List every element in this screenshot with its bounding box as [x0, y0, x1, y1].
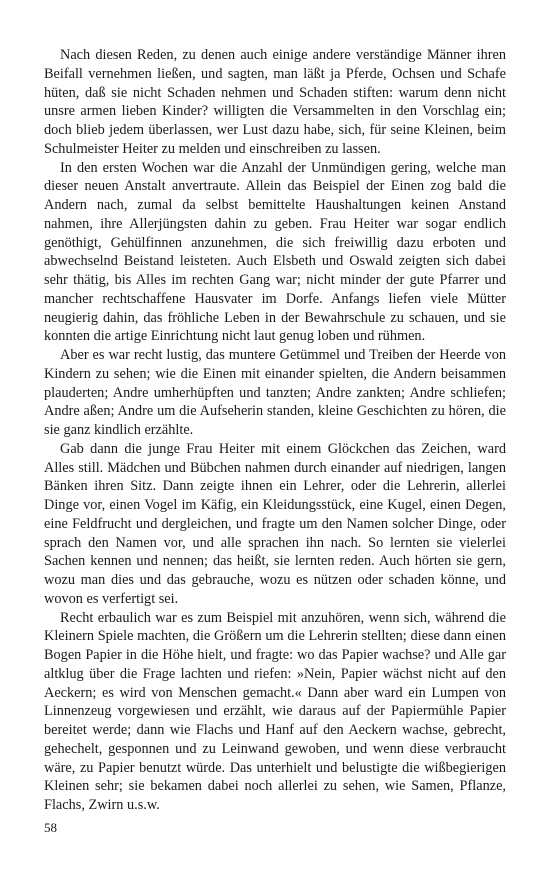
page-number: 58: [44, 820, 57, 835]
paragraph-5: Recht erbaulich war es zum Beispiel mit anzuhören, wenn sich, während die Kleinern Spiele machten, die Größern um die Lehrerin stellten; diese dann einen Bogen Papier in die Höhe hielt, und fragte: wo das Papier wachse? und Alle gar altklug über die Frage lachten und riefen: »Nein, Papier wächst nicht auf den Aeckern; es wird von Menschen gemacht.« Dann aber ward ein Lumpen von Linnenzeug vorgewiesen und erzählt, wie daraus auf der Papiermühle Papier bereitet werde; dann wie Flachs und Hanf auf den Aeckern wachse, gebrecht, gehechelt, gesponnen und zu Leinwand gewoben, und wenn diese verbraucht wäre, zu Papier benutzt würde. Das unterhielt und belustigte die wißbegierigen Kleinen sehr; sie bekamen dabei noch allerlei zu sehen, wie Samen, Pflanze, Flachs, Zwirn u.s.w.: [44, 609, 506, 813]
paragraph-2: In den ersten Wochen war die Anzahl der Unmündigen gering, welche man dieser neuen Anstalt anvertraute. Allein das Beispiel der Einen zog bald die Andern nach, zumal da selbst bemittelte Haushaltungen keinen Anstand nahmen, ihre Allerjüngsten dahin zu geben. Frau Heiter war sogar endlich genöthigt, Gehülfinnen anzunehmen, die sich freiwillig dazu erboten und abwechselnd Beistand leisteten. Auch Elsbeth und Oswald zeigten sich dabei sehr thätig, bis Alles im rechten Gang war; nicht minder der gute Pfarrer und mancher rechtschaffene Hausvater im Dorfe. Anfangs liefen viele Mütter neugierig dahin, das fröhliche Leben in der Bewahrschule zu schauen, und sie konnten die artige Einrichtung nicht laut genug loben und rühmen.: [44, 159, 506, 345]
paragraph-4: Gab dann die junge Frau Heiter mit einem Glöckchen das Zeichen, ward Alles still. Mädchen und Bübchen nahmen durch einander auf niedrigen, langen Bänken ihren Sitz. Dann zeigte ihnen ein Lehrer, oder die Lehrerin, allerlei Dinge vor, einen Vogel im Käfig, ein Kleidungsstück, eine Kugel, einen Degen, eine Feldfrucht und dergleichen, und fragte um den Namen solcher Dinge, oder sprach den Namen vor, und alle sprachen ihn nach. So lernten sie vielerlei Sachen kennen und nennen; das heißt, sie lernten reden. Auch hörten sie gern, wozu man dies und das gebrauche, wozu es nützen oder schaden könne, und wovon es verfertigt sei.: [44, 440, 506, 607]
paragraph-3: Aber es war recht lustig, das muntere Getümmel und Treiben der Heerde von Kindern zu sehen; wie die Einen mit einander spielten, die Andern beisammen plauderten; Andre umherhüpften und tanzten; Andre zankten; Andre schliefen; Andre aßen; Andre um die Aufseherin standen, kleine Geschichten zu hören, die sie ganz kindlich erzählte.: [44, 347, 506, 438]
page-body: [44, 46, 506, 815]
paragraph-1: Nach diesen Reden, zu denen auch einige andere verständige Männer ihren Beifall vernehmen ließen, und sagten, man läßt ja Pferde, Ochsen und Schafe hüten, daß sie nicht Schaden nehmen und Schaden stiften: warum denn nicht unsre armen lieben Kinder? willigten die Versammelten in den Vorschlag ein; doch blieb jedem überlassen, wer Lust dazu habe, sich, für seine Kleinen, beim Schulmeister Heiter zu melden und einschreiben zu lassen.: [44, 47, 506, 157]
